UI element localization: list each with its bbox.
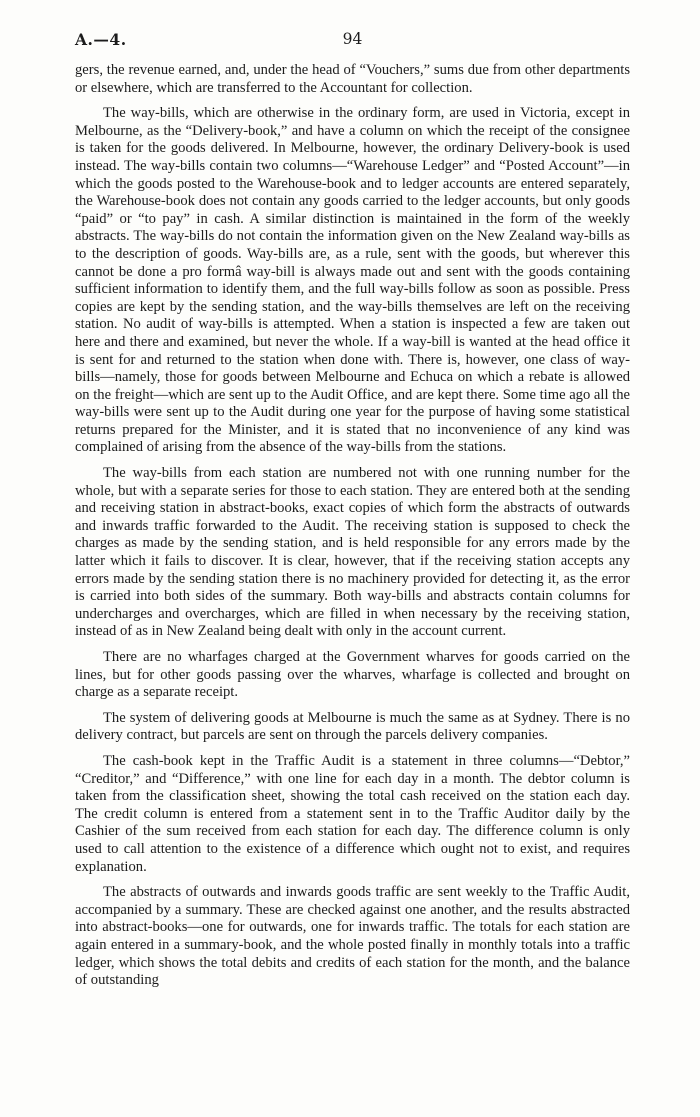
page-header: [75, 30, 630, 52]
paragraph-way-bills: The way-bills, which are otherwise in the ordinary form, are used in Victoria, except in Melbourne, as the “Delivery-book,” and have a column on which the receipt of the consignee is taken for the goods delivered. In Melbourne, however, the ordinary Delivery-book is used instead. The way-bills contain two columns—“Warehouse Ledger” and “Posted Account”—in which the goods posted to the Warehouse-book and to ledger accounts are entered separately, the Warehouse-book does not contain any goods carried to the ledger accounts, but only goods “paid” or “to pay” in cash. A similar distinction is maintained in the form of the weekly abstracts. The way-bills do not contain the information given on the New Zealand way-bills as to the description of goods. Way-bills are, as a rule, sent with the goods, but wherever this cannot be done a pro formâ way-bill is always made out and sent with the goods containing sufficient information to identify them, and the full way-bills follow as soon as possible. Press copies are kept by the sending station, and the way-bills themselves are left on the receiving station. No audit of way-bills is attempted. When a station is inspected a few are taken out here and there and examined, but never the whole. If a way-bill is wanted at the head office it is sent for and returned to the station when done with. There is, however, one class of way-bills—namely, those for goods between Melbourne and Echuca on which a rebate is allowed on the freight—which are sent up to the Audit Office, and are kept there. Some time ago all the way-bills were sent up to the Audit during one year for the purpose of having some statistical returns prepared for the Minister, and it is stated that no inconvenience of any kind was complained of arising from the absence of the way-bills from the stations.: [75, 105, 630, 456]
document-reference: A.—4.: [75, 30, 127, 49]
paragraph-numbering: The way-bills from each station are numbered not with one running number for the whole, but with a separate series for those to each station. They are entered both at the sending and receiving station in abstract-books, exact copies of which form the abstracts of outwards and inwards traffic forwarded to the Audit. The receiving station is supposed to check the charges as made by the sending station, and is held responsible for any errors made by the latter which it fails to discover. It is clear, however, that if the receiving station accepts any errors made by the sending station there is no machinery provided for detecting it, as the error is carried into both sides of the summary. Both way-bills and abstracts contain columns for undercharges and overcharges, which are filled in when necessary by the receiving station, instead of as in New Zealand being dealt with only in the account current.: [75, 465, 630, 640]
paragraph-abstracts: The abstracts of outwards and inwards goods traffic are sent weekly to the Traffic Audit, accompanied by a summary. These are checked against one another, and the results abstracted into abstract-books—one for outwards, one for inwards traffic. The totals for each station are again entered in a summary-book, and the whole posted finally in monthly totals into a traffic ledger, which shows the total debits and credits of each station for the month, and the balance of outstanding: [75, 884, 630, 989]
paragraph-continuation: gers, the revenue earned, and, under the head of “Vouchers,” sums due from other departments or elsewhere, which are transferred to the Accountant for collection.: [75, 62, 630, 96]
page-number: 94: [342, 30, 363, 48]
paragraph-delivery: The system of delivering goods at Melbourne is much the same as at Sydney. There is no delivery contract, but parcels are sent on through the parcels delivery companies.: [75, 709, 630, 744]
paragraph-cash-book: The cash-book kept in the Traffic Audit is a statement in three columns—“Debtor,” “Creditor,” and “Difference,” with one line for each day in a month. The debtor column is taken from the classification sheet, showing the total cash received on the station each day. The credit column is entered from a statement sent in to the Traffic Auditor daily by the Cashier of the sum received from each station for each day. The difference column is only used to call attention to the existence of a difference which ought not to exist, and requires explanation.: [75, 752, 630, 875]
paragraph-wharfages: There are no wharfages charged at the Government wharves for goods carried on the lines, but for other goods passing over the wharves, wharfage is collected and brought on charge as a separate receipt.: [75, 649, 630, 701]
body-text: [75, 62, 630, 998]
